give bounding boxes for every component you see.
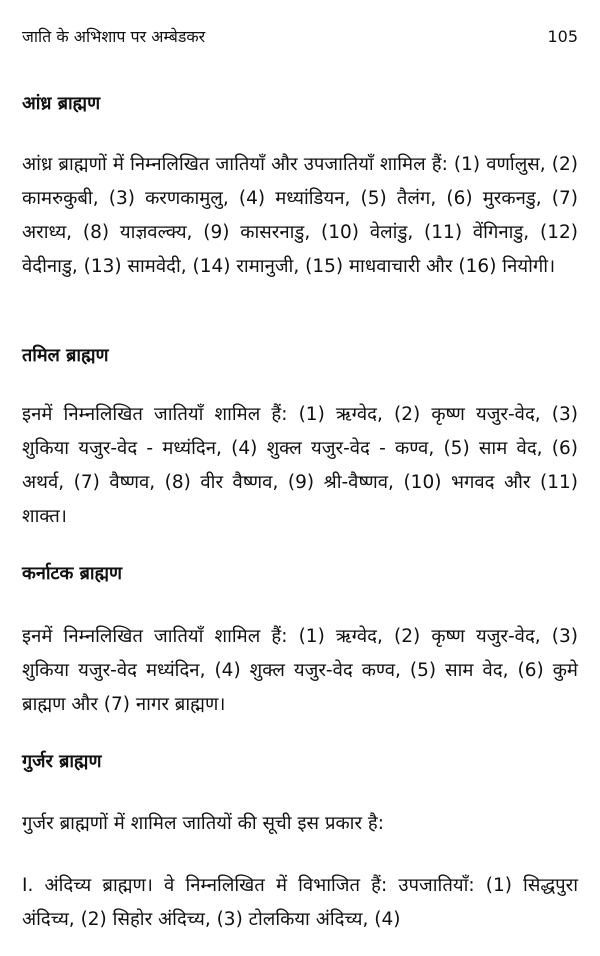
section-heading-tamil-brahman: तमिल ब्राह्मण bbox=[22, 345, 109, 366]
section-paragraph-andichya-brahman: I. अंदिच्य ब्राह्मण। वे निम्नलिखित में विभाजित हैं: उपजातियाँ: (1) सिद्धपुरा अंदिच्य, (2) सिहोर अंदिच्य, (3) टोलकिया अंदिच्य, (4) bbox=[22, 875, 578, 930]
section-heading-gurjar-brahman: गुर्जर ब्राह्मण bbox=[22, 751, 102, 772]
section-paragraph-karnataka-brahman: इनमें निम्नलिखित जातियाँ शामिल हैं: (1) ऋग्वेद, (2) कृष्ण यजुर-वेद, (3) शुकिया यजुर-वेद मध्यंदिन, (4) शुक्ल यजुर-वेद कण्व, (5) साम वेद, (6) कुमे ब्राह्मण और (7) नागर ब्राह्मण। bbox=[22, 626, 578, 715]
section-paragraph-tamil-brahman: इनमें निम्नलिखित जातियाँ शामिल हैं: (1) ऋग्वेद, (2) कृष्ण यजुर-वेद, (3) शुकिया यजुर-वेद - मध्यंदिन, (4) शुक्ल यजुर-वेद - कण्व, (5) साम वेद, (6) अथर्व, (7) वैष्णव, (8) वीर वैष्णव, (9) श्री-वैष्णव, (10) भगवद और (11) शाक्त। bbox=[22, 404, 578, 527]
section-paragraph-gurjar-intro: गुर्जर ब्राह्मणों में शामिल जातियों की सूची इस प्रकार है: bbox=[22, 813, 384, 834]
section-heading-andhra-brahman: आंध्र ब्राह्मण bbox=[22, 93, 101, 114]
running-header-title: जाति के अभिशाप पर अम्बेडकर bbox=[22, 27, 206, 46]
running-header bbox=[22, 26, 578, 50]
section-heading-karnataka-brahman: कर्नाटक ब्राह्मण bbox=[22, 563, 123, 584]
page-number: 105 bbox=[547, 27, 578, 46]
section-paragraph-andhra-brahman: आंध्र ब्राह्मणों में निम्नलिखित जातियाँ और उपजातियाँ शामिल हैं: (1) वर्णालुस, (2) कामरुकुबी, (3) करणकामुलु, (4) मध्यांडियन, (5) तैलंग, (6) मुरकनडु, (7) अराध्य, (8) याज्ञवल्क्य, (9) कासरनाडु, (10) वेलांडु, (11) वेंगिनाडु, (12) वेदीनाडु, (13) सामवेदी, (14) रामानुजी, (15) माधवाचारी और (16) नियोगी। bbox=[22, 154, 578, 277]
